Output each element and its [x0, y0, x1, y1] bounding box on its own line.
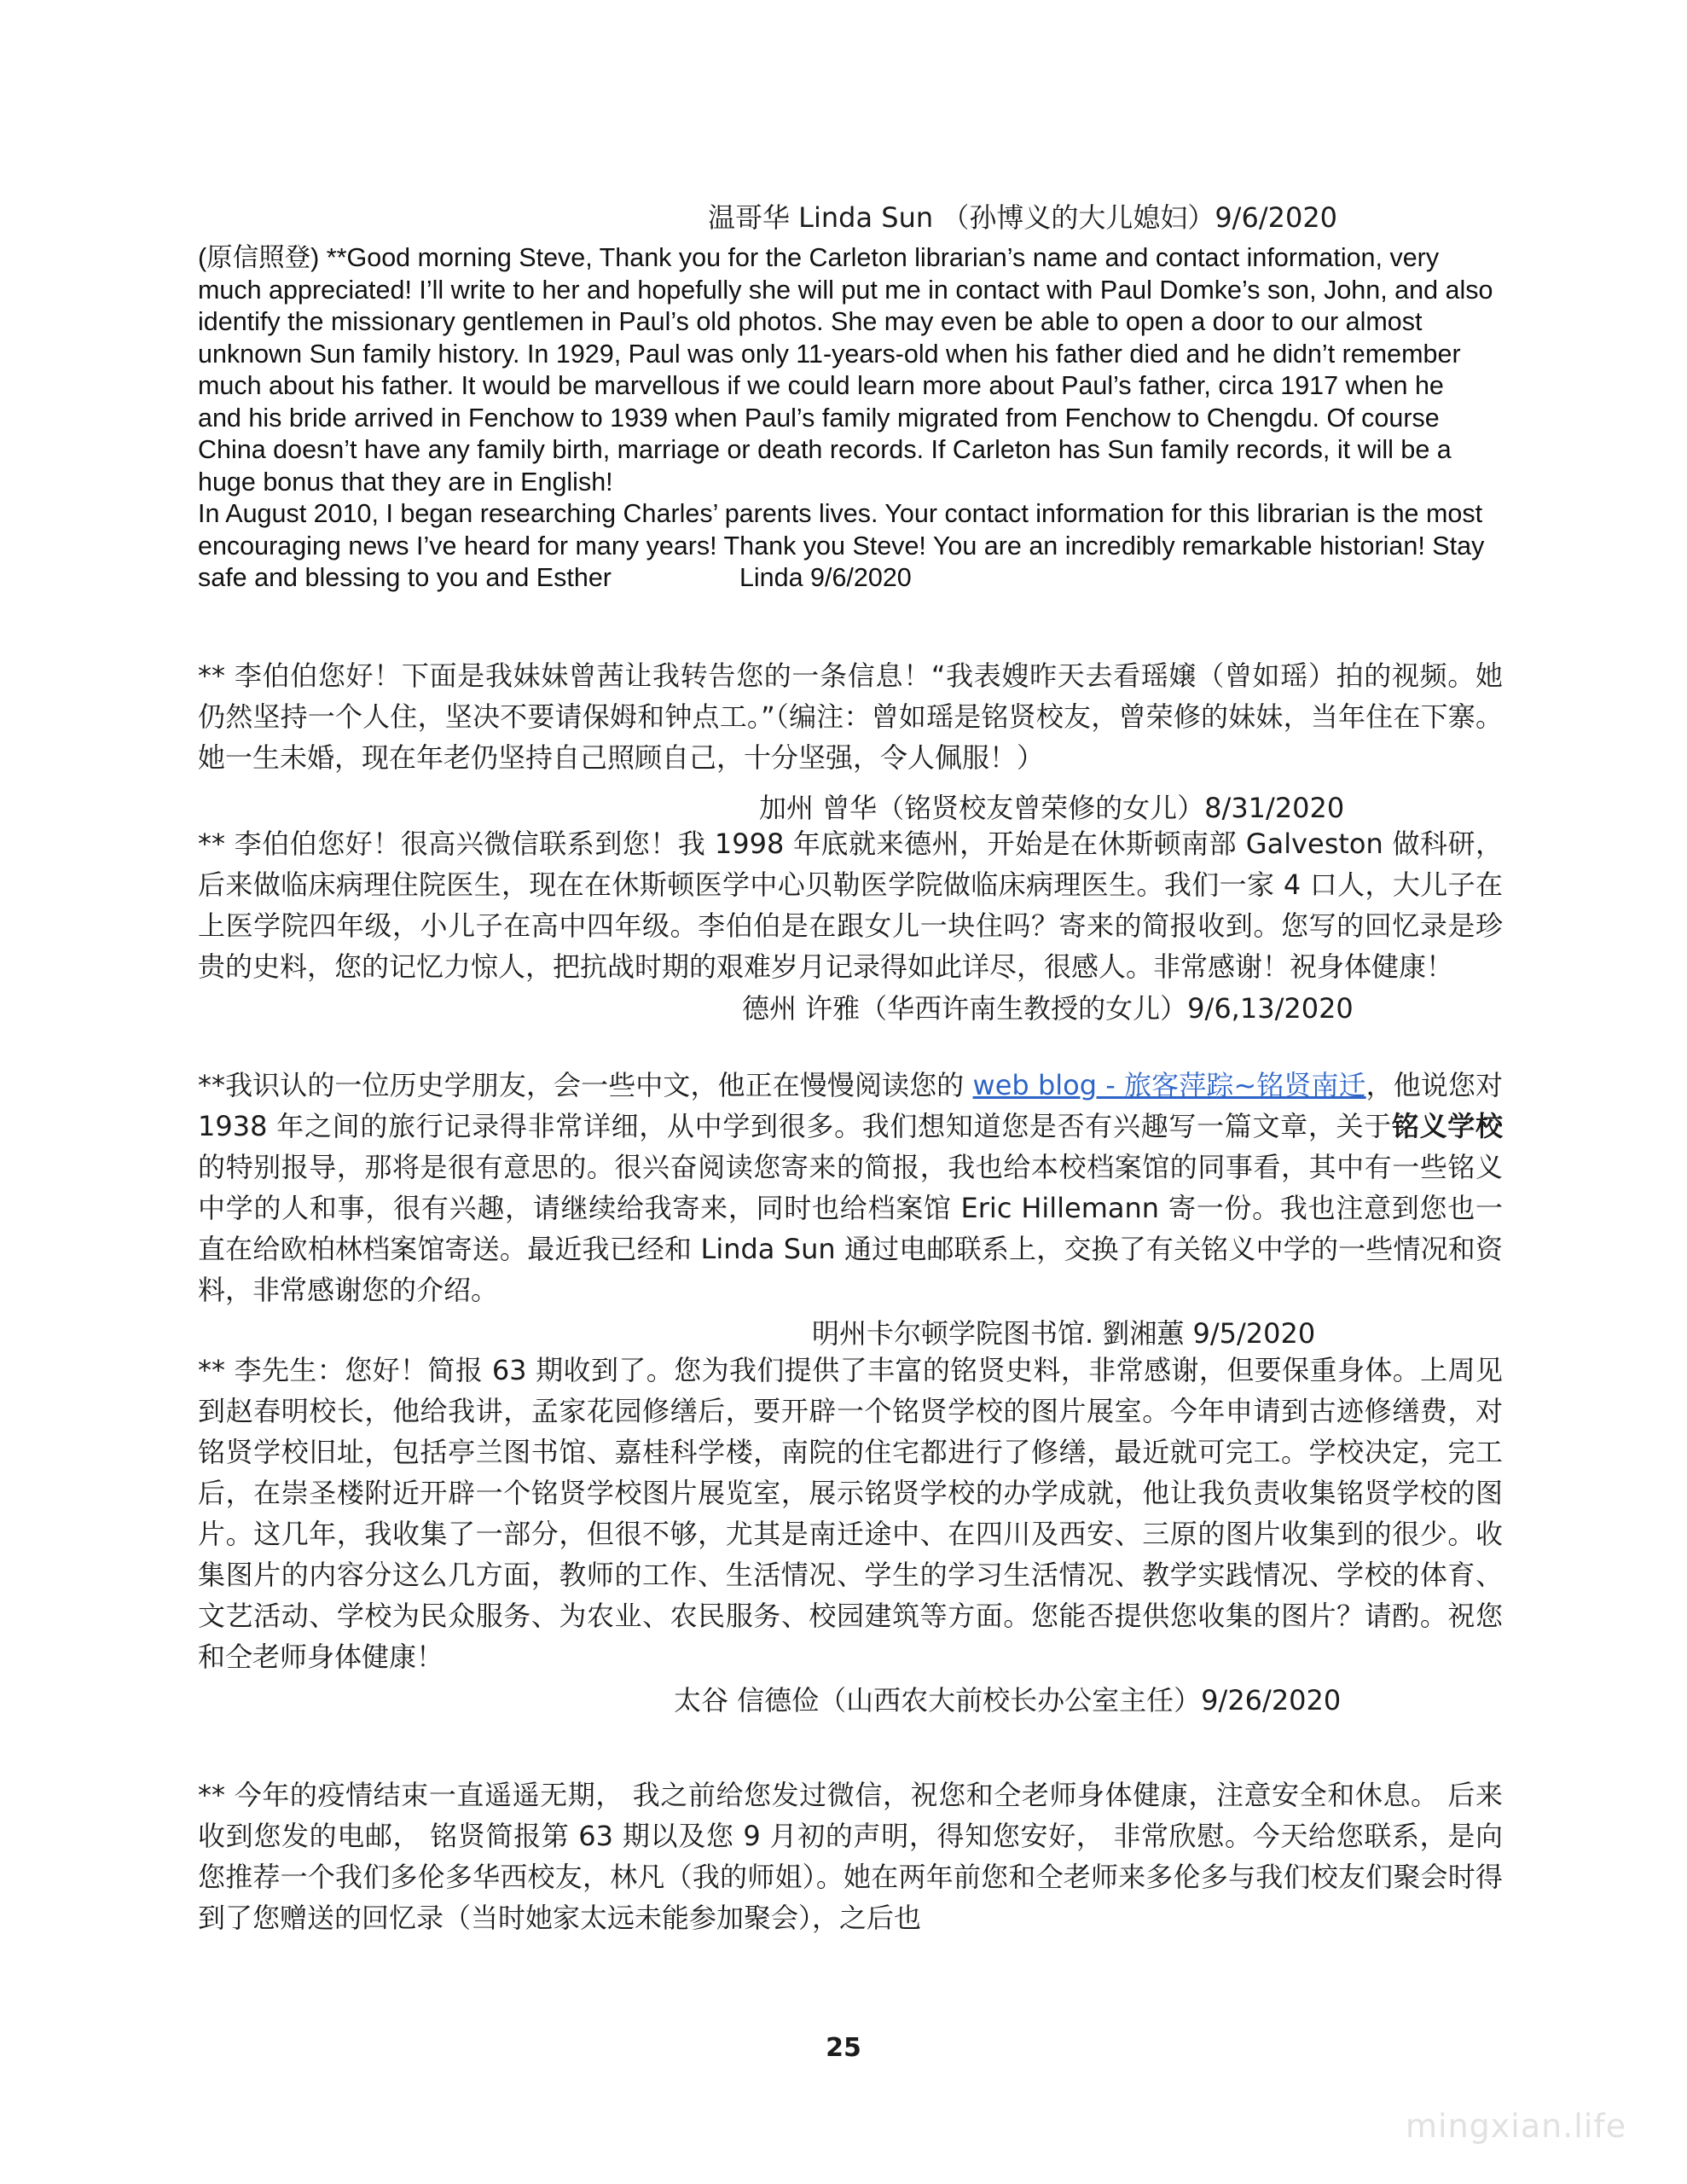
letter4-text-a: **我识认的一位历史学朋友，会一些中文，他正在慢慢阅读您的 — [198, 1069, 973, 1101]
letter1-prefix: (原信照登) **Good — [198, 243, 411, 272]
letter1-body — [198, 242, 1494, 595]
letter1-text: morning Steve, Thank you for the Carleton librarian’s name and contact information, very much appreciated! I’ll write to her and hopefully she will put me in contact with Paul Domke’s son, John, and also identify the missionary gentlemen in Paul’s old photos. She may even be able to open a door to our almost unknown Sun family history. In 1929, Paul was only 11-years-old when his father died and he didn’t remember much about his father. It would be marvellous if we could learn more about Paul’s father, circa 1917 when he and his bride arrived in Fenchow to 1939 when Paul’s family migrated from Fenchow to Chengdu. Of course China doesn’t have any family birth, marriage or death records. If Carleton has Sun family records, it will be a huge bonus that they are in English! — [198, 243, 1493, 497]
page-number: 25 — [826, 2033, 861, 2063]
letter4-body — [198, 1065, 1503, 1310]
letter4-text-b: ，他说您对 1938 年之间的旅行记录得非常详细，从中学到很多。我们想知道您是否有兴趣写一篇文章，关于 — [198, 1069, 1503, 1142]
letter2-signature: 加州 曾华（铭贤校友曾荣修的女儿）8/31/2020 — [759, 792, 1345, 824]
letter4-bold-school: 铭义学校 — [1391, 1110, 1503, 1142]
letter2-body — [198, 655, 1503, 778]
letter5-text: ** 李先生：您好！简报 63 期收到了。您为我们提供了丰富的铭贤史料，非常感谢，但要保重身体。上周见到赵春明校长，他给我讲，孟家花园修缮后，要开辟一个铭贤学校的图片展室。今年申请到古迹修缮费，对铭贤学校旧址，包括亭兰图书馆、嘉桂科学楼，南院的住宅都进行了修缮，最近就可完工。学校决定，完工后，在崇圣楼附近开辟一个铭贤学校图片展览室，展示铭贤学校的办学成就，他让我负责收集铭贤学校的图片。这几年，我收集了一部分，但很不够，尤其是南迁途中、在四川及西安、三原的图片收集到的很少。收集图片的内容分这么几方面，教师的工作、生活情况、学生的学习生活情况、教学实践情况、学校的体育、文艺活动、学校为民众服务、为农业、农民服务、校园建筑等方面。您能否提供您收集的图片？请酌。祝您和仝老师身体健康！ — [198, 1354, 1503, 1673]
letter1-signature: 温哥华 Linda Sun （孙博义的大儿媳妇）9/6/2020 — [708, 201, 1338, 234]
watermark: mingxian.life — [1406, 2107, 1627, 2145]
letter6-text: ** 今年的疫情结束一直遥遥无期， 我之前给您发过微信，祝您和仝老师身体健康，注意安全和休息。 后来收到您发的电邮， 铭贤简报第 63 期以及您 9 月初的声明，得知您安好， 非常欣慰。今天给您联系，是向您推荐一个我们多伦多华西校友，林凡（我的师姐）。她在两年前您和仝老师来多伦多与我们校友们聚会时得到了您赠送的回忆录（当时她家太远未能参加聚会），之后也 — [198, 1779, 1503, 1934]
letter3-signature: 德州 许雅（华西许南生教授的女儿）9/6,13/2020 — [742, 992, 1354, 1025]
letter5-body — [198, 1350, 1503, 1677]
letter1-para1 — [198, 242, 1494, 498]
letter2-text: ** 李伯伯您好！下面是我妹妹曾茜让我转告您的一条信息！“我表嫂昨天去看瑶嬢（曾如瑶）拍的视频。她仍然坚持一个人住，坚决不要请保姆和钟点工。”（编注：曾如瑶是铭贤校友，曾荣修的妹妹，当年住在下寨。她一生未婚，现在年老仍坚持自己照顾自己，十分坚强，令人佩服！） — [198, 659, 1503, 774]
letter4-text-c: 的特别报导，那将是很有意思的。很兴奋阅读您寄来的简报，我也给本校档案馆的同事看，其中有一些铭义中学的人和事，很有兴趣，请继续给我寄来，同时也给档案馆 Eric Hillemann 寄一份。我也注意到您也一直在给欧柏林档案馆寄送。最近我已经和 Linda Sun 通过电邮联系上，交换了有关铭义中学的一些情况和资料，非常感谢您的介绍。 — [198, 1151, 1503, 1306]
letter6-body — [198, 1774, 1503, 1938]
letter1-text2: In August 2010, I began researching Charles’ parents lives. Your contact information for this librarian is the most encouraging news I’ve heard for many years! Thank you Steve! You are an incredibly remarkable historian! Stay safe and blessing to you and Esther — [198, 499, 1485, 592]
blog-link[interactable]: web blog - 旅客萍踪~铭贤南迁 — [972, 1069, 1366, 1101]
letter4-text — [198, 1065, 1503, 1310]
letter1-sign-end: Linda 9/6/2020 — [739, 563, 912, 592]
letter4-signature: 明州卡尔顿学院图书馆. 劉湘蕙 9/5/2020 — [812, 1317, 1316, 1350]
letter5-signature: 太谷 信德俭（山西农大前校长办公室主任）9/26/2020 — [674, 1684, 1342, 1716]
letter3-body — [198, 823, 1503, 987]
letter1-para2 — [198, 498, 1494, 595]
letter3-text: ** 李伯伯您好！很高兴微信联系到您！我 1998 年底就来德州，开始是在休斯顿南部 Galveston 做科研，后来做临床病理住院医生，现在在休斯顿医学中心贝勒医学院做临床病理医生。我们一家 4 口人，大儿子在上医学院四年级，小儿子在高中四年级。李伯伯是在跟女儿一块住吗？寄来的简报收到。您写的回忆录是珍贵的史料，您的记忆力惊人，把抗战时期的艰难岁月记录得如此详尽，很感人。非常感谢！祝身体健康！ — [198, 828, 1503, 983]
